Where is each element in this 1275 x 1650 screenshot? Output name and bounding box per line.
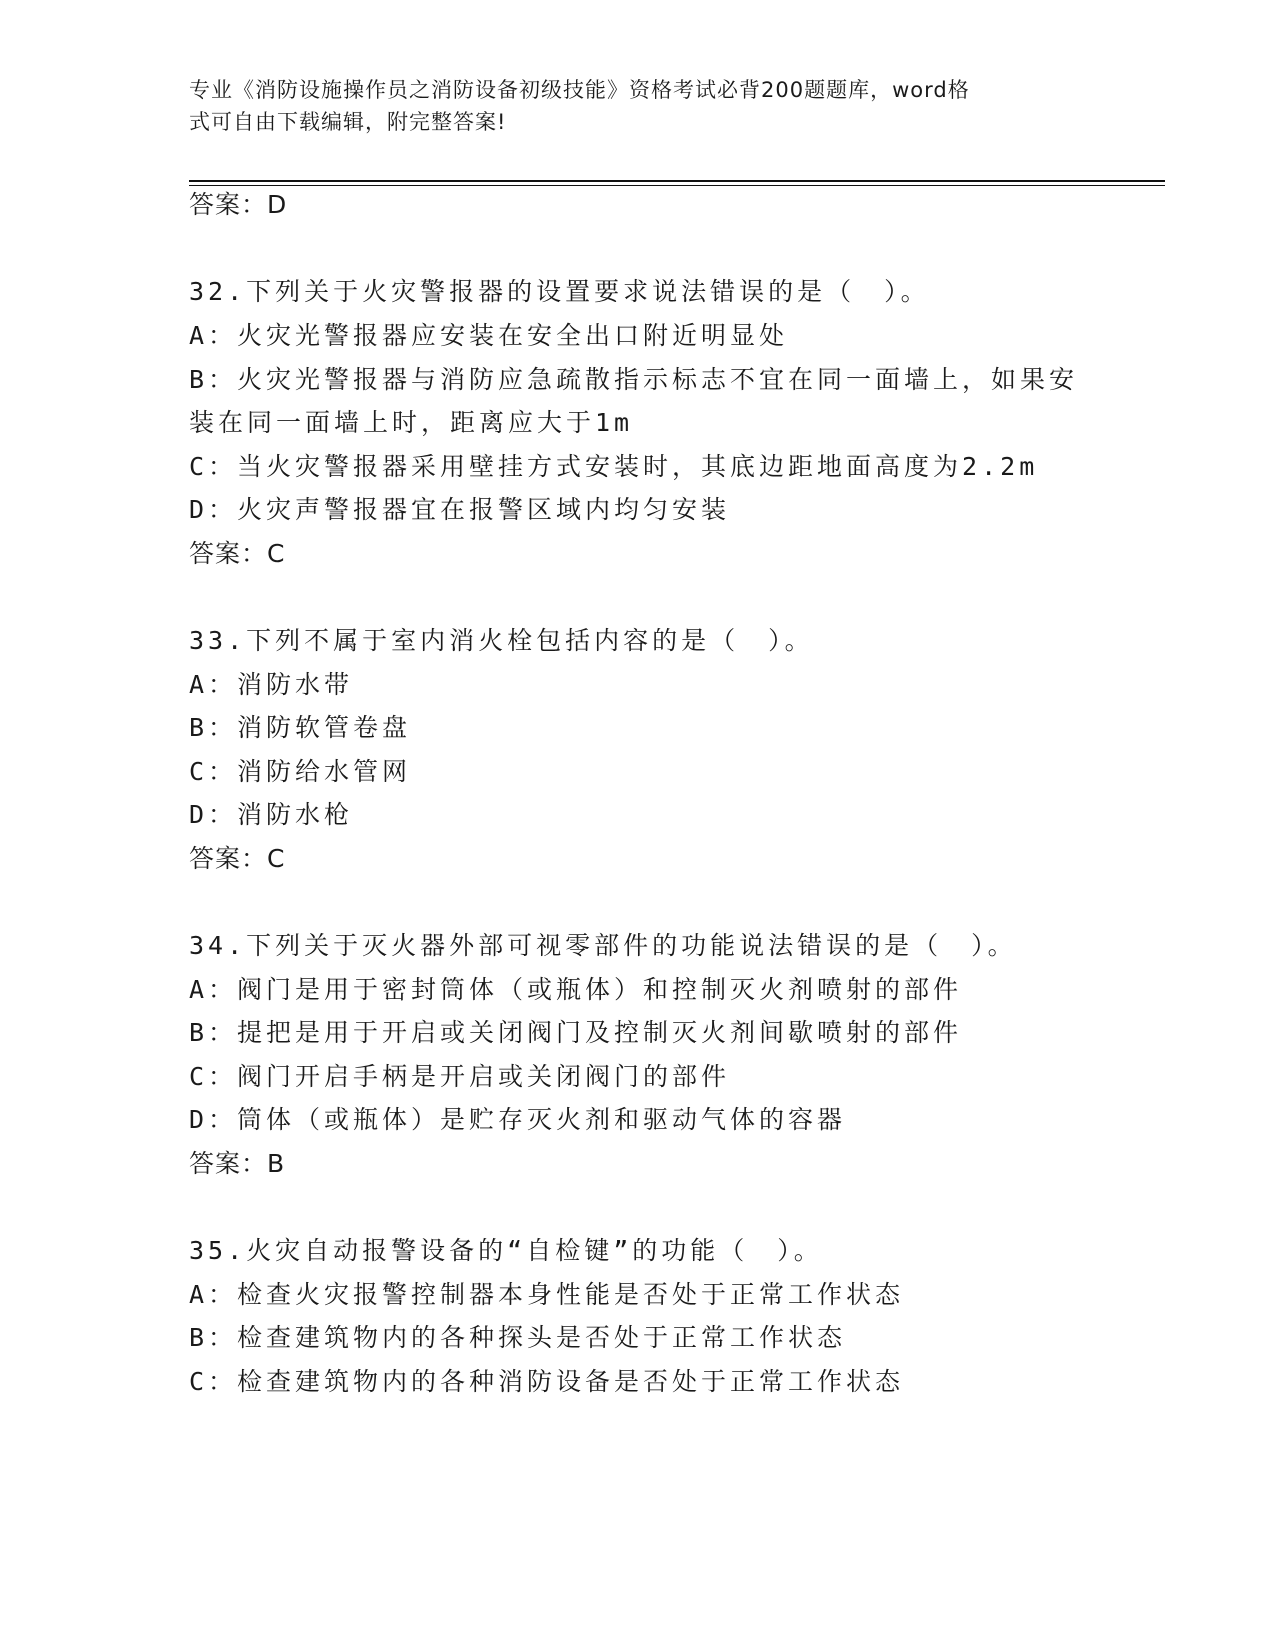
question-32-option-b: B：火灾光警报器与消防应急疏散指示标志不宜在同一面墙上，如果安 <box>189 365 1079 394</box>
header-line-2: 式可自由下载编辑，附完整答案! <box>189 110 507 134</box>
question-32-stem: 32.下列关于火灾警报器的设置要求说法错误的是（ ）。 <box>189 277 930 306</box>
header-line-1: 专业《消防设施操作员之消防设备初级技能》资格考试必背200题题库，word格 <box>189 78 970 102</box>
question-33-option-a: A：消防水带 <box>189 670 354 699</box>
question-34-answer: 答案：B <box>189 1149 286 1178</box>
question-32-option-d: D：火灾声警报器宜在报警区域内均匀安装 <box>189 495 731 524</box>
previous-answer: 答案：D <box>189 190 288 219</box>
question-35-stem: 35.火灾自动报警设备的“自检键”的功能（ ）。 <box>189 1236 823 1265</box>
question-35-option-b: B：检查建筑物内的各种探头是否处于正常工作状态 <box>189 1323 847 1352</box>
question-32-answer: 答案：C <box>189 539 286 568</box>
question-33-answer: 答案：C <box>189 844 286 873</box>
question-35-option-c: C：检查建筑物内的各种消防设备是否处于正常工作状态 <box>189 1367 905 1396</box>
question-34-option-d: D：筒体（或瓶体）是贮存灭火剂和驱动气体的容器 <box>189 1105 847 1134</box>
header-divider-thick <box>189 180 1165 182</box>
question-34-option-a: A：阀门是用于密封筒体（或瓶体）和控制灭火剂喷射的部件 <box>189 975 963 1004</box>
header-divider-thin <box>189 185 1165 186</box>
question-33-option-b: B：消防软管卷盘 <box>189 713 412 742</box>
question-32-option-a: A：火灾光警报器应安装在安全出口附近明显处 <box>189 321 789 350</box>
question-34-stem: 34.下列关于灭火器外部可视零部件的功能说法错误的是（ ）。 <box>189 931 1017 960</box>
question-34-option-c: C：阀门开启手柄是开启或关闭阀门的部件 <box>189 1062 731 1091</box>
question-32-option-c: C：当火灾警报器采用壁挂方式安装时，其底边距地面高度为2.2m <box>189 452 1039 481</box>
question-33-stem: 33.下列不属于室内消火栓包括内容的是（ ）。 <box>189 626 814 655</box>
question-35-option-a: A：检查火灾报警控制器本身性能是否处于正常工作状态 <box>189 1280 905 1309</box>
document-header <box>189 74 1089 138</box>
question-32-option-b-cont: 装在同一面墙上时，距离应大于1m <box>189 408 634 437</box>
question-33-option-d: D：消防水枪 <box>189 800 354 829</box>
question-33-option-c: C：消防给水管网 <box>189 757 412 786</box>
question-34-option-b: B：提把是用于开启或关闭阀门及控制灭火剂间歇喷射的部件 <box>189 1018 963 1047</box>
